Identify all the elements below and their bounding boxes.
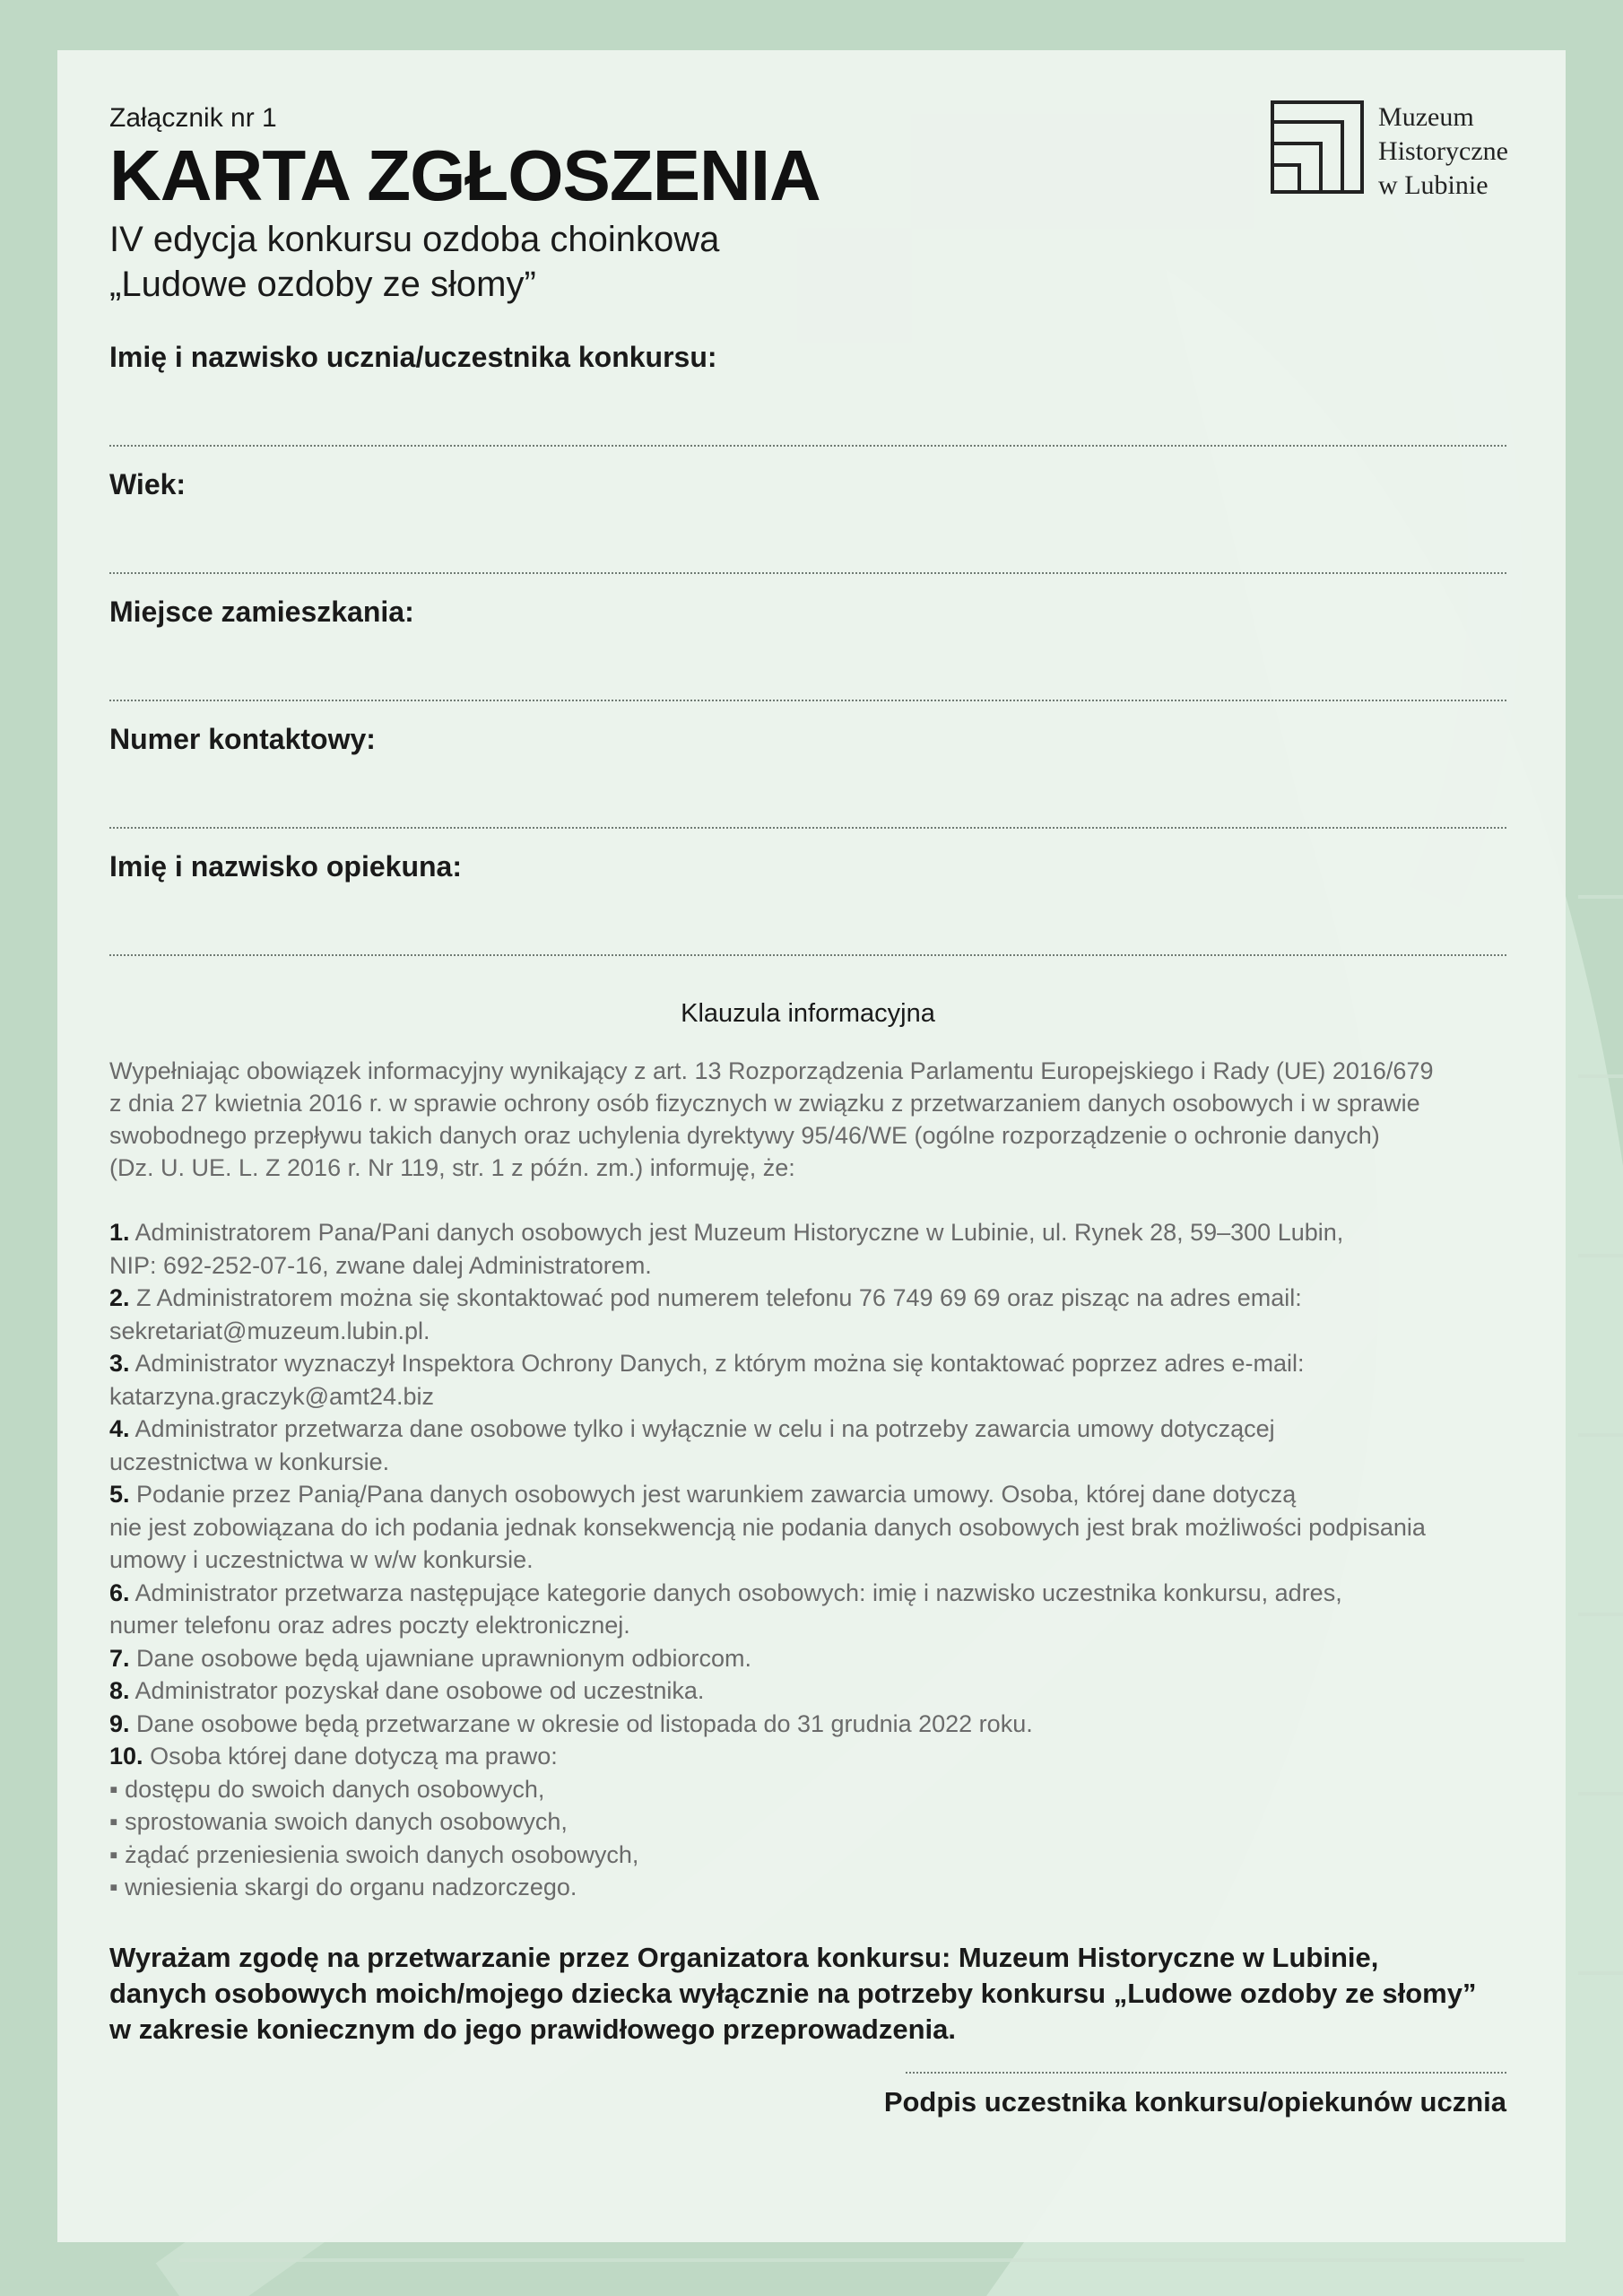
clause-item	[109, 1642, 1506, 1675]
clause-item	[109, 1740, 1506, 1773]
clause-intro-line: (Dz. U. UE. L. Z 2016 r. Nr 119, str. 1 z późn. zm.) informuję, że:	[109, 1154, 795, 1181]
clause-item	[109, 1413, 1506, 1478]
item-number: 5.	[109, 1481, 130, 1508]
residence-field	[109, 594, 1506, 701]
museum-name	[1378, 100, 1508, 203]
consent-line: Wyrażam zgodę na przetwarzanie przez Organizatora konkursu: Muzeum Historyczne w Lubinie,	[109, 1941, 1379, 1973]
subtitle-line: IV edycja konkursu ozdoba choinkowa	[109, 220, 720, 259]
field-label: Imię i nazwisko opiekuna:	[109, 850, 462, 883]
signature-label: Podpis uczestnika konkursu/opiekunów ucznia	[883, 2086, 1506, 2118]
item-text: uczestnictwa w konkursie.	[109, 1448, 390, 1475]
clause-list	[109, 1216, 1506, 1904]
age-field	[109, 466, 1506, 574]
residence-line[interactable]	[109, 630, 1506, 701]
item-text: Z Administratorem można się skontaktować pod numerem telefonu 76 749 69 69 oraz pisząc na adres email:	[136, 1284, 1302, 1311]
item-number: 9.	[109, 1709, 130, 1737]
rights-bullet: ▪ wniesienia skargi do organu nadzorczego.	[109, 1874, 577, 1900]
item-text: katarzyna.graczyk@amt24.biz	[109, 1382, 435, 1410]
item-number: 6.	[109, 1578, 130, 1606]
clause-intro	[109, 1055, 1506, 1184]
item-text: Podanie przez Panią/Pana danych osobowych jest warunkiem zawarcia umowy. Osoba, której dane dotyczą	[136, 1481, 1297, 1508]
rights-bullet: ▪ żądać przeniesienia swoich danych osobowych,	[109, 1840, 639, 1868]
item-number: 4.	[109, 1415, 130, 1442]
consent-line: w zakresie koniecznym do jego prawidłowego przeprowadzenia.	[109, 2013, 957, 2045]
museum-logo-icon	[1271, 100, 1364, 194]
participant-name-field	[109, 339, 1506, 447]
item-text: nie jest zobowiązana do ich podania jednak konsekwencją nie podania danych osobowych jest brak możliwości podpisania	[109, 1513, 1426, 1541]
rights-bullet: ▪ dostępu do swoich danych osobowych,	[109, 1775, 545, 1803]
item-text: NIP: 692-252-07-16, zwane dalej Administratorem.	[109, 1251, 652, 1279]
museum-logo	[1271, 100, 1508, 203]
clause-intro-line: z dnia 27 kwietnia 2016 r. w sprawie ochrony osób fizycznych w związku z przetwarzaniem danych osobowych i w sprawie	[109, 1090, 1420, 1117]
clause-item	[109, 1282, 1506, 1347]
field-label: Miejsce zamieszkania:	[109, 596, 414, 628]
clause-item	[109, 1216, 1506, 1282]
age-line[interactable]	[109, 502, 1506, 574]
attachment-label: Załącznik nr 1	[109, 103, 277, 133]
item-text: Dane osobowe będą przetwarzane w okresie od listopada do 31 grudnia 2022 roku.	[136, 1709, 1033, 1737]
form-sheet	[57, 50, 1566, 2242]
item-number: 10.	[109, 1743, 143, 1770]
participant-name-line[interactable]	[109, 375, 1506, 447]
clause-intro-line: swobodnego przepływu takich danych oraz uchylenia dyrektywy 95/46/WE (ogólne rozporządzenie o ochronie danych)	[109, 1122, 1380, 1149]
phone-field	[109, 721, 1506, 829]
field-label: Numer kontaktowy:	[109, 723, 376, 755]
museum-name-line: w Lubinie	[1378, 170, 1488, 200]
clause-item	[109, 1478, 1506, 1577]
item-text: Administratorem Pana/Pani danych osobowych jest Muzeum Historyczne w Lubinie, ul. Rynek 28, 59–300 Lubin,	[135, 1219, 1344, 1246]
form-fields	[109, 339, 1506, 956]
item-text: Administrator wyznaczył Inspektora Ochrony Danych, z którym można się kontaktować poprzez adres e-mail:	[135, 1350, 1305, 1377]
item-number: 7.	[109, 1644, 130, 1672]
consent-line: danych osobowych moich/mojego dziecka wyłącznie na potrzeby konkursu „Ludowe ozdoby ze słomy”	[109, 1977, 1477, 2009]
rights-bullet: ▪ sprostowania swoich danych osobowych,	[109, 1808, 568, 1835]
page-title: KARTA ZGŁOSZENIA	[109, 135, 820, 215]
item-text: Administrator przetwarza dane osobowe tylko i wyłącznie w celu i na potrzeby zawarcia umowy dotyczącej	[135, 1415, 1275, 1442]
item-number: 1.	[109, 1219, 130, 1246]
item-text: umowy i uczestnictwa w w/w konkursie.	[109, 1546, 534, 1573]
item-text: sekretariat@muzeum.lubin.pl.	[109, 1317, 430, 1344]
item-text: Dane osobowe będą ujawniane uprawnionym odbiorcom.	[136, 1644, 751, 1672]
museum-name-line: Historyczne	[1378, 136, 1508, 166]
form-content	[109, 102, 1506, 2118]
item-text: Administrator pozyskał dane osobowe od uczestnika.	[135, 1677, 705, 1704]
subtitle	[109, 217, 1506, 307]
item-text: Osoba której dane dotyczą ma prawo:	[150, 1743, 558, 1770]
clause-title: Klauzula informacyjna	[681, 999, 935, 1028]
guardian-name-field	[109, 848, 1506, 956]
signature-line[interactable]	[906, 2072, 1506, 2074]
clause-item	[109, 1347, 1506, 1413]
item-text: numer telefonu oraz adres poczty elektronicznej.	[109, 1612, 630, 1639]
field-label: Wiek:	[109, 468, 187, 500]
clause-intro-line: Wypełniając obowiązek informacyjny wynikający z art. 13 Rozporządzenia Parlamentu Europejskiego i Rady (UE) 2016/679	[109, 1057, 1434, 1084]
item-number: 3.	[109, 1350, 130, 1377]
item-number: 2.	[109, 1284, 130, 1311]
subtitle-line: „Ludowe ozdoby ze słomy”	[109, 265, 536, 304]
clause-item	[109, 1708, 1506, 1741]
field-label: Imię i nazwisko ucznia/uczestnika konkursu:	[109, 341, 717, 373]
phone-line[interactable]	[109, 757, 1506, 829]
consent-statement	[109, 1940, 1506, 2048]
clause-item	[109, 1674, 1506, 1708]
guardian-name-line[interactable]	[109, 884, 1506, 956]
museum-name-line: Muzeum	[1378, 102, 1474, 132]
clause-item	[109, 1577, 1506, 1642]
item-text: Administrator przetwarza następujące kategorie danych osobowych: imię i nazwisko uczestnika konkursu, adres,	[135, 1578, 1342, 1606]
item-number: 8.	[109, 1677, 130, 1704]
